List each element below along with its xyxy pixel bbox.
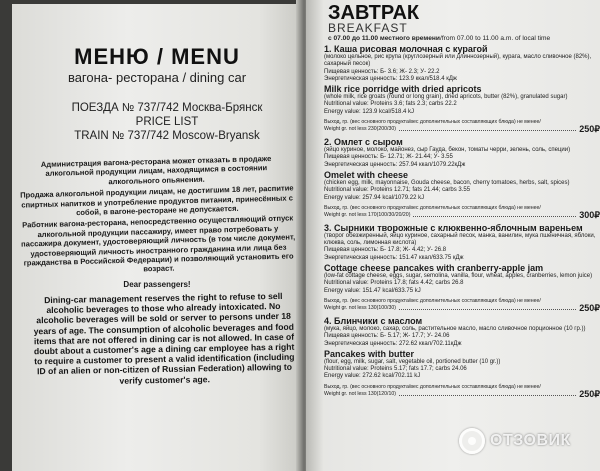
menu-item [324,316,600,398]
item-nutrition-en: Nutritional value: Proteins 5.17; fats 17.7; carbs 24.06 [324,366,467,373]
item-output-ru: Выход, гр. (вес основного продукта/вес дополнительных составляющих блюда) не менее/ [324,119,541,126]
item-price-row [324,388,600,399]
watermark-text: ОТЗОВИК [490,432,571,449]
price-list-header [32,101,302,143]
item-name-ru: 2. Омлет с сыром [324,137,403,148]
otzovik-logo-icon [459,428,485,454]
item-output-ru: Выход, гр. (вес основного продукта/вес дополнительных составляющих блюда) не менее/ [324,297,541,304]
item-composition-ru: (мука, яйцо, молоко, сахар, соль, растительное масло, масло сливочное порционное (10 гр.)) [324,325,586,332]
item-output-en: Weight gr. not less 130(120/10) [324,390,396,397]
right-page [306,0,600,471]
item-output-en: Weight gr. not less 230(200/30) [324,126,396,133]
hours-en: /from 07.00 to 11.00 a.m. of local time [439,35,551,42]
left-page [12,4,302,471]
item-name-en: Pancakes with butter [324,348,415,359]
item-price: 250₽ [579,388,600,399]
item-output-en: Weight gr. not less 170(100/30/20/20) [324,211,411,218]
item-composition-ru: (яйцо куриное, молоко, майонез, сыр Гауда, бекон, томаты черри, зелень, соль, специи) [324,147,571,154]
item-composition-ru: (молоко цельное, рис крупа (круглозерный или длиннозерный), курага, масло сливочное (82%), сахарный песок) [324,54,592,68]
item-name-ru: 4. Блинчики с маслом [324,315,423,326]
admin-ru-paragraph: Работник вагона-ресторана, непосредственно осуществляющий отпуск алкогольной продукции пассажиру, имеет право потребовать у пассажира документ, удостоверяющий личность (в том числе документ, удостоверяющий личность иностранного гражданина или лица без гражданства в Российской Федерации) и позволяющий установить его возраст. [21,213,296,274]
item-output-ru: Выход, гр. (вес основного продукта/вес дополнительных составляющих блюда) не менее/ [324,204,541,211]
menu-item [324,223,600,312]
dear-passengers: Dear passengers! [123,280,191,289]
item-energy-en: Energy value: 257.94 kcal/1079.22 kJ [324,194,425,201]
menu-subtitle: вагона- ресторана / dining car [67,70,247,85]
dotted-leader [399,395,576,396]
breakfast-title-ru: ЗАВТРАК [328,2,420,24]
item-composition-en: (flour, egg, milk, sugar, salt, vegetable oil, portioned butter (10 gr.)) [324,358,501,365]
item-energy-ru: Энергетическая ценность: 272.62 ккал/702.11кДж [324,340,462,347]
admin-ru-paragraph: Продажа алкогольной продукции лицам, не достигшим 18 лет, распитие спиртных напитков и употребление продуктов питания, принесённых с собой, в вагоне-ресторане не допускается. [20,183,294,218]
item-composition-ru: (творог обезжиренный, яйцо куриное, сахарный песок, манка, ванилин, мука пшеничная, яблоки, клюква, соль, лимонная кислота) [324,232,596,247]
item-name-ru: 3. Сырники творожные с клюквенно-яблочным вареньем [324,222,583,233]
item-nutrition-en: Nutritional value: Proteins 3.6; fats 2.3; carbs 22.2 [324,101,457,108]
item-output-en: Weight gr. not less 130(100/30) [324,304,396,311]
item-name-en: Cottage cheese pancakes with cranberry-apple jam [324,263,544,274]
item-price: 250₽ [579,302,600,313]
item-price: 300₽ [579,209,600,220]
item-name-ru: 1. Каша рисовая молочная с курагой [324,44,488,54]
menu-item [324,44,600,133]
breakfast-title-en: BREAKFAST [328,21,408,35]
admin-notice-en: Dining-car management reserves the right to refuse to sell alcoholic beverages to those who already intoxicated. No alcoholic beverages will be sold or server to persons under 18 years of age. The consumption of alcoholic beverages and food items that are not offered in dining car is not allowed. In case of doubt about a customer's age a dining car employee has a right to require a customer to present a valid identification (including ID of an alien or non-citizen of Russian Federation) allowing to verify customer's age. [33,290,295,386]
admin-notice-ru [18,153,296,279]
dotted-leader [399,309,576,310]
item-composition-en: (whole milk, rice groats (round or long grain), dried apricots, butter (82%), granulated sugar) [324,94,568,101]
item-nutrition-en: Nutritional value: Proteins 12.71; fats 21.44; carbs 3.55 [324,187,471,194]
menu-item [324,137,600,219]
item-name-en: Milk rice porridge with dried apricots [324,84,482,95]
item-composition-en: (low-fat cottage cheese, eggs, sugar, semolina, vanilla, flour, wheat, apples, cranberries, lemon juice) [324,273,593,280]
item-energy-en: Energy value: 123.9 kcal/518.4 kJ [324,108,415,115]
train-ru: ПОЕЗДА № 737/742 Москва-Брянск [71,102,263,114]
item-price-row [324,302,600,313]
dotted-leader [413,216,576,217]
item-energy-ru: Энергетическая ценность: 123.9 ккал/518.4 кДж [324,75,457,82]
item-output-ru: Выход, гр. (вес основного продукта/вес дополнительных составляющих блюда) не менее/ [324,383,541,390]
item-energy-en: Energy value: 151.47 kcal/633.75 kJ [324,287,421,294]
breakfast-hours [328,35,600,42]
train-en: TRAIN № 737/742 Moscow-Bryansk [74,130,260,142]
item-price: 250₽ [579,124,600,135]
menu-title: МЕНЮ / MENU [74,44,240,69]
item-nutrition-ru: Пищевая ценность: Б- 5.17; Ж- 17.7; У- 24.06 [324,333,450,340]
item-nutrition-ru: Пищевая ценность: Б- 3.6; Ж- 2.3; У- 22.2 [324,68,440,75]
dotted-leader [399,130,576,131]
hours-ru: с 07.00 до 11.00 местного времени [328,35,440,42]
item-name-en: Omelet with cheese [324,169,409,180]
item-price-row [324,209,600,220]
item-nutrition-ru: Пищевая ценность: Б- 17.8; Ж- 4.42; У- 26.8 [324,247,447,254]
item-price-row [324,126,600,133]
item-energy-ru: Энергетическая ценность: 151.47 ккал/633.75 кДж [324,254,464,261]
item-energy-en: Energy value: 272.62 kcal/702.11 kJ [324,373,421,380]
otzovik-watermark [459,428,571,454]
item-nutrition-en: Nutritional value: Proteins 17.8; fats 4.42; carbs 26.8 [324,280,464,287]
item-composition-en: (chicken egg, milk, mayonnaise, Gouda cheese, bacon, cherry tomatoes, herbs, salt, spices) [324,179,570,186]
price-list-label: PRICE LIST [135,116,199,128]
item-energy-ru: Энергетическая ценность: 257.94 ккал/1079.22кДж [324,161,466,168]
admin-ru-paragraph: Администрация вагона-ресторана может отказать в продаже алкогольной продукции лицам, находящимся в состоянии алкогольного опьянения. [40,154,272,187]
breakfast-items [324,44,600,402]
item-nutrition-ru: Пищевая ценность: Б- 12.71; Ж- 21.44; У- 3.55 [324,154,453,161]
